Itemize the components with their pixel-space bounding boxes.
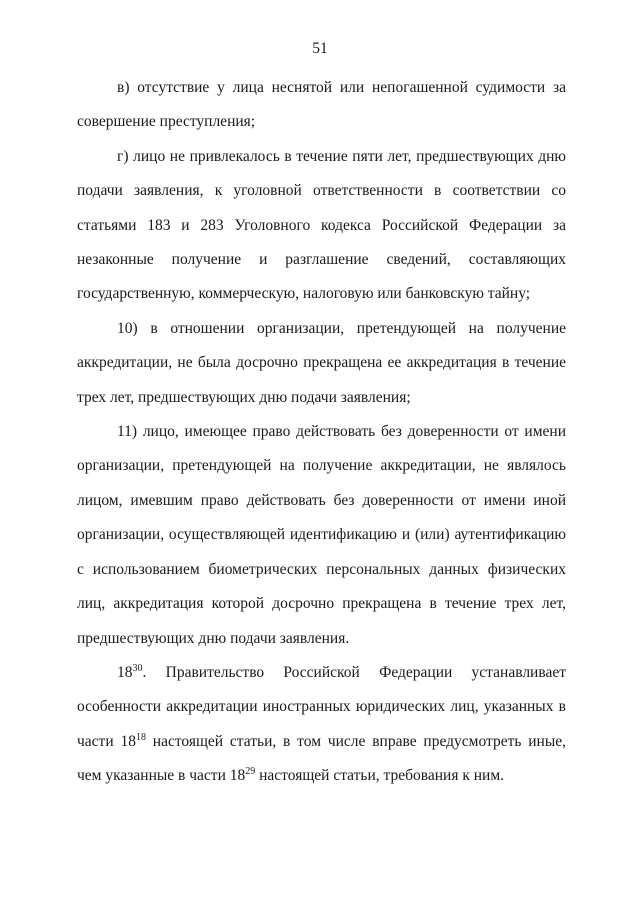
paragraph-text-a: . Правительство Российской Федерации устанавливает особенности аккредитации иностранных юридических лиц, указанных в части <box>77 663 566 750</box>
paragraph-item-10: 10) в отношении организации, претендующей на получение аккредитации, не была досрочно прекращена ее аккредитация в течение трех лет, предшествующих дню подачи заявления; <box>77 319 566 406</box>
paragraph-item-g: г) лицо не привлекалось в течение пяти лет, предшествующих дню подачи заявления, к уголовной ответственности в соответствии со статьями 183 и 283 Уголовного кодекса Российской Федерации за незаконные получение и разглашение сведений, составляющих государственную, коммерческую, налоговую или банковскую тайну; <box>77 147 566 303</box>
paragraph-text-c: настоящей статьи, требования к ним. <box>255 767 505 785</box>
paragraph-text-b: настоящей статьи, в том числе вправе предусмотреть иные, чем указанные в части <box>77 732 567 785</box>
part-reference-2: $18^{29}$ <box>229 766 256 785</box>
document-body <box>77 71 566 794</box>
part-reference-1: $18^{18}$ <box>120 731 146 750</box>
page-number: 51 <box>312 40 328 57</box>
paragraph-number: $18^{30}$ <box>117 662 143 681</box>
paragraph-item-11: 11) лицо, имеющее право действовать без доверенности от имени организации, претендующей на получение аккредитации, не являлось лицом, имевшим право действовать без доверенности от имени иной организации, осуществляющей идентификацию и (или) аутентификацию с использованием биометрических персональных данных физических лиц, аккредитация которой досрочно прекращена в течение трех лет, предшествующих дню подачи заявления. <box>77 423 566 647</box>
paragraph-item-v: в) отсутствие у лица неснятой или непогашенной судимости за совершение преступления; <box>77 79 566 131</box>
paragraph-18-30 <box>77 656 566 794</box>
